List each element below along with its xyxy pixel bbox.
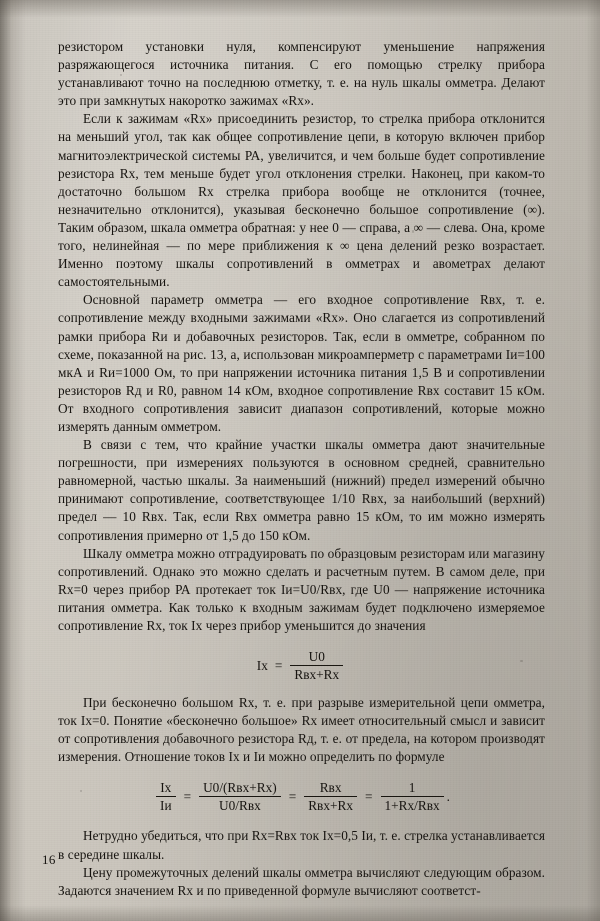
formula-2-equals-1: = bbox=[183, 788, 192, 804]
paragraph-4: В связи с тем, что крайние участки шкалы омметра дают значительные погрешности, при измерениях пользуются в основном средней, сравнительно равномерной, частью шкалы. За наименьший (нижний) предел измерений обычно принимают сопротивление, соответствующее 1/10 Rвх, за наибольший (верхний) предел — 10 Rвх. Так, если Rвх омметра равно 15 кОм, то им можно измерять сопротивления примерно от 1,5 до 150 кОм. bbox=[58, 437, 545, 543]
formula-1-lhs: Ix bbox=[256, 657, 268, 673]
formula-2-r-denominator: Rвх+Rx bbox=[308, 798, 353, 814]
paragraph-7: Нетрудно убедиться, что при Rx=Rвх ток Ix=0,5 Iи, т. е. стрелка устанавливается в середине шкалы. bbox=[58, 828, 545, 862]
formula-2-left-denominator: Iи bbox=[160, 798, 172, 814]
paragraph-5: Шкалу омметра можно отградуировать по образцовым резисторам или магазину сопротивлений. Однако это можно сделать и расчетным путем. В самом деле, при Rx=0 через прибор РА протекает ток Iи=U0/Rвх, где U0 — напряжение источника питания омметра. Как только к входным зажимам будет подключено измеряемое сопротивление Rx, ток Ix через прибор уменьшится до значения bbox=[58, 545, 545, 633]
formula-current-ratio bbox=[58, 780, 545, 813]
paragraph-8: Цену промежуточных делений шкалы омметра вычисляют следующим образом. Задаются значением Rx и по приведенной формуле вычисляют соответст- bbox=[58, 864, 545, 898]
page-top-shadow bbox=[0, 0, 600, 18]
formula-2-r-numerator: Rвх bbox=[319, 780, 342, 796]
formula-2-mid-fraction bbox=[199, 780, 281, 813]
paragraph-1: резистором установки нуля, компенсируют уменьшение напряжения разряжающегося источника питания. С его помощью стрелку прибора устанавливают точно на последнюю отметку, т. е. на нуль шкалы омметра. Делают это при замкнутых накоротко зажимах «Rx». bbox=[58, 39, 545, 109]
formula-1-fraction bbox=[290, 649, 343, 682]
formula-2-final-denominator: 1+Rx/Rвх bbox=[384, 798, 440, 814]
paragraph-3: Основной параметр омметра — его входное сопротивление Rвх, т. е. сопротивление между входными зажимами «Rx». Оно слагается из сопротивлений рамки прибора Rи и добавочных резисторов. Так, если в омметре, собранном по схеме, показанной на рис. 13, а, использован микроамперметр с параметрами Iи=100 мкА и Rи=1000 Ом, то при напряжении источника питания 1,5 В и сопротивлении резисторов Rд и R0, равном 14 кОм, входное сопротивление Rвх составит 15 кОм. От входного сопротивления зависит диапазон сопротивлений, которые можно измерять данным омметром. bbox=[58, 292, 545, 434]
formula-2-r-fraction bbox=[304, 780, 357, 813]
formula-2-final-fraction bbox=[381, 780, 444, 813]
formula-1-equals: = bbox=[274, 657, 283, 673]
page-number: 16 bbox=[42, 852, 56, 867]
page-left-shadow bbox=[0, 0, 26, 921]
formula-1-denominator: Rвх+Rx bbox=[294, 667, 340, 683]
formula-1-numerator: U0 bbox=[308, 649, 325, 665]
paragraph-2: Если к зажимам «Rx» присоединить резистор, то стрелка прибора отклонится на меньший угол, так как общее сопротивление цепи, в которую включен прибор магнитоэлектрической системы РА, увеличится, и чем больше будет сопротивление резистора Rx, тем меньше будет угол отклонения стрелки. Наконец, при каком-то достаточно большом Rx стрелка прибора вообще не отклонится (точнее, незначительно отклонится), указывая бесконечно большое сопротивление (∞). Таким образом, шкала омметра обратная: у нее 0 — справа, а ∞ — слева. Она, кроме того, нелинейная — по мере приближения к ∞ цена делений резко возрастает. Именно поэтому шкалы сопротивлений в омметрах и авометрах делают самостоятельными. bbox=[58, 111, 545, 290]
formula-2-mid-denominator: U0/Rвх bbox=[219, 798, 261, 814]
formula-2-mid-numerator: U0/(Rвх+Rx) bbox=[203, 780, 277, 796]
formula-2-period: . bbox=[446, 788, 450, 804]
paragraph-6: При бесконечно большом Rx, т. е. при разрыве измерительной цепи омметра, ток Ix=0. Понятие «бесконечно большое» Rx имеет относительный смысл и зависит от сопротивления добавочного резистора Rд, т. е. от предела, на котором производят измерения. Отношение токов Ix и Iи можно определить по формуле bbox=[58, 695, 545, 765]
formula-2-left-numerator: Ix bbox=[160, 780, 172, 796]
formula-current-divider bbox=[58, 649, 545, 682]
page-bottom-shadow bbox=[0, 905, 600, 921]
page-right-shadow bbox=[586, 0, 600, 921]
formula-2-equals-3: = bbox=[365, 788, 373, 804]
formula-2-final-numerator: 1 bbox=[408, 780, 416, 796]
formula-2-left-fraction bbox=[156, 780, 176, 813]
page-text-body bbox=[58, 38, 545, 900]
formula-2-equals-2: = bbox=[288, 788, 297, 804]
